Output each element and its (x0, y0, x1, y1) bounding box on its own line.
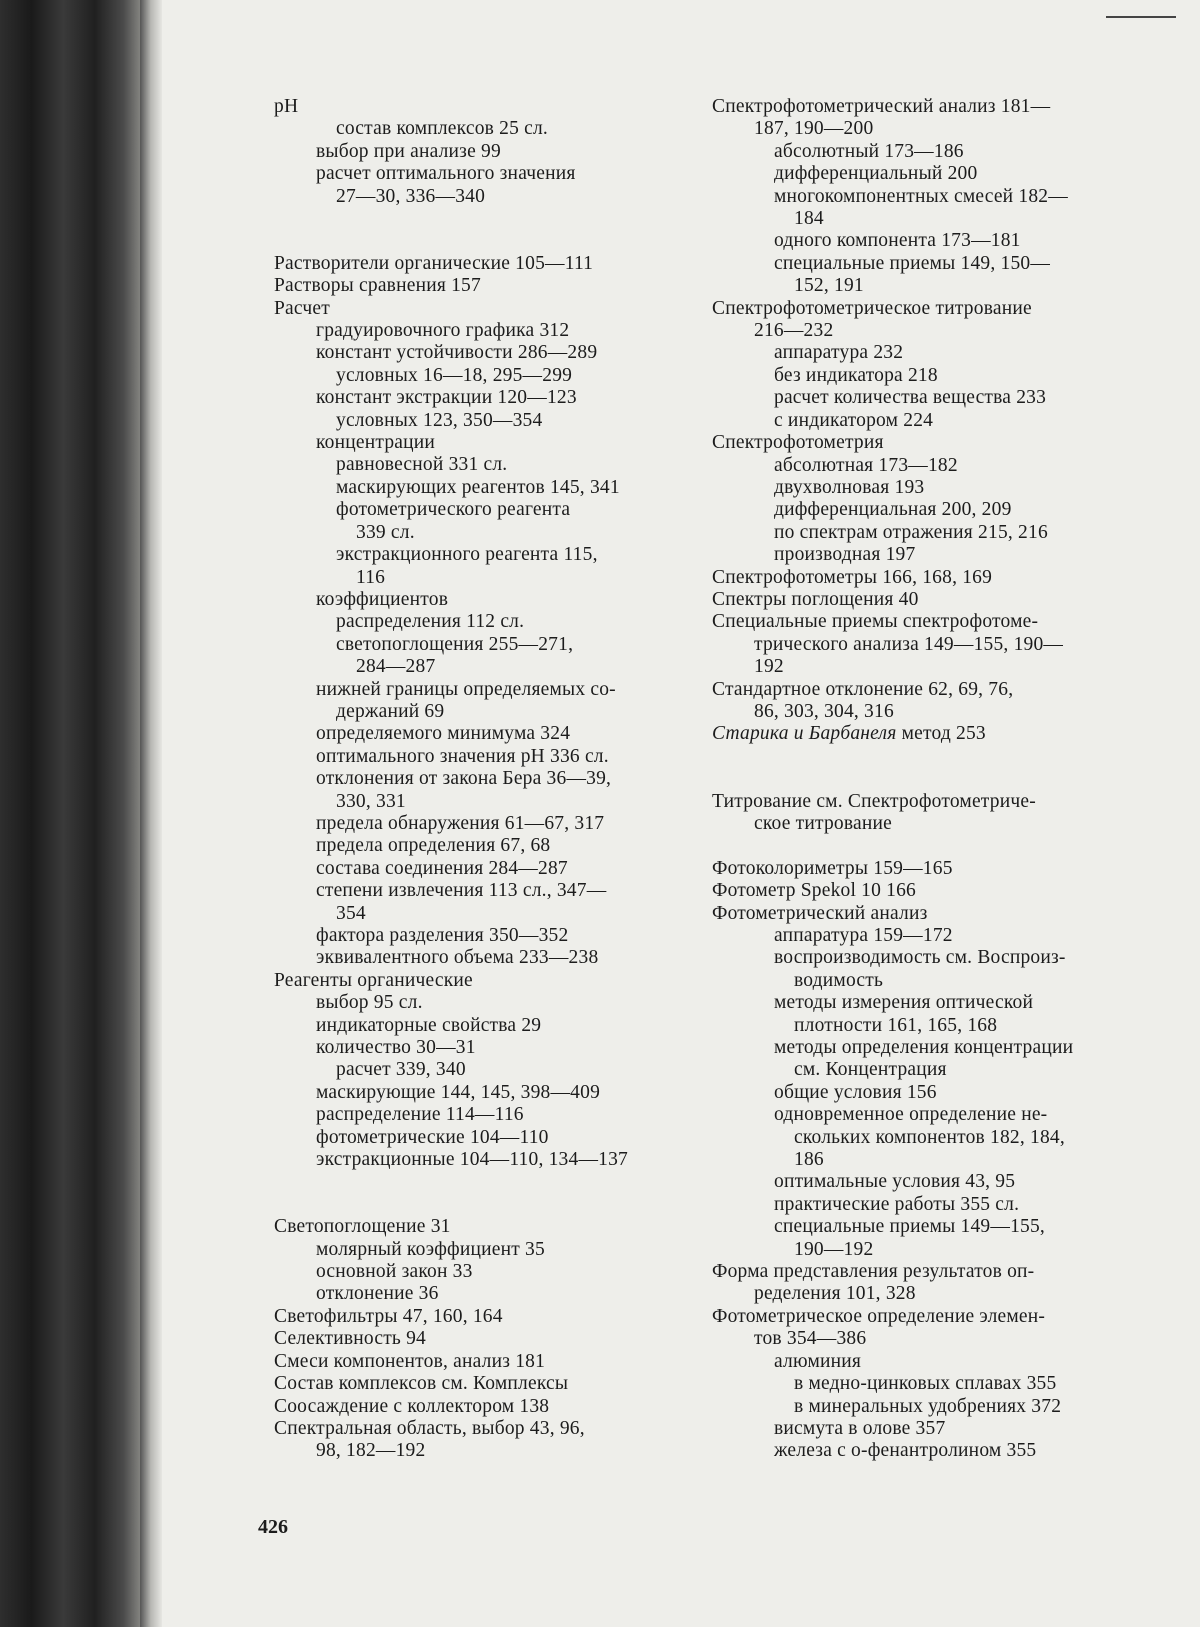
index-subentry: одновременное определение не- (774, 1104, 1048, 1126)
index-heading: Фотоколориметры 159—165 (712, 857, 953, 879)
index-heading: pH (274, 96, 299, 117)
index-subentry: распределения 112 сл. (336, 611, 525, 633)
index-gap (274, 230, 674, 252)
index-subentry: алюминия (774, 1350, 862, 1372)
index-subentry: железа с о-фенантролином 355 (774, 1440, 1037, 1462)
index-subentry: висмута в олове 357 (774, 1417, 946, 1439)
index-subentry: в минеральных удобрениях 372 (794, 1395, 1062, 1417)
index-heading: Селективность 94 (274, 1328, 426, 1350)
index-subentry: воспроизводимость см. Воспроиз- (774, 947, 1066, 969)
index-subentry: ределения 101, 328 (754, 1283, 916, 1305)
index-subentry: абсолютная 173—182 (774, 454, 958, 476)
page-gutter (140, 0, 162, 1627)
index-subentry: плотности 161, 165, 168 (794, 1014, 998, 1036)
index-heading: Спектрофотометры 166, 168, 169 (712, 566, 993, 588)
index-subentry: методы определения концентрации (774, 1037, 1074, 1059)
index-subentry: практические работы 355 сл. (774, 1193, 1020, 1215)
index-subentry: см. Концентрация (794, 1059, 947, 1081)
index-subentry: градуировочного графика 312 (316, 320, 570, 342)
index-subentry: расчет количества вещества 233 (774, 387, 1047, 409)
index-subentry: экстракционные 104—110, 134—137 (316, 1149, 629, 1171)
index-heading: Спектры поглощения 40 (712, 588, 919, 610)
index-gap (274, 1194, 674, 1216)
index-heading: Фотометрическое определение элемен- (712, 1305, 1046, 1327)
index-subentry: 187, 190—200 (754, 118, 874, 140)
index-gap (712, 835, 1152, 857)
index-heading: Спектрофотометрический анализ 181— (712, 96, 1051, 117)
index-subentry: 116 (356, 566, 386, 588)
index-subentry: двухволновая 193 (774, 476, 925, 498)
index-subentry: одного компонента 173—181 (774, 230, 1021, 252)
index-subentry: условных 123, 350—354 (336, 409, 543, 431)
index-heading (712, 723, 1152, 745)
index-subentry: 339 сл. (356, 521, 415, 543)
index-subentry: констант устойчивости 286—289 (316, 342, 598, 364)
index-column-left (274, 96, 674, 1463)
book-spine-shadow (0, 0, 158, 1627)
scan-mark (1106, 16, 1176, 18)
index-subentry: ское титрование (754, 812, 893, 834)
index-heading: Реагенты органические (274, 969, 473, 991)
index-subentry: 86, 303, 304, 316 (754, 700, 894, 722)
index-subentry: 190—192 (794, 1238, 874, 1260)
index-subentry: экстракционного реагента 115, (336, 544, 598, 566)
index-subentry: 216—232 (754, 320, 834, 342)
page-number: 426 (258, 1516, 288, 1538)
index-subentry: равновесной 331 сл. (336, 454, 508, 476)
index-subentry: 152, 191 (794, 275, 864, 297)
index-heading: Растворители органические 105—111 (274, 252, 594, 274)
index-subentry: условных 16—18, 295—299 (336, 364, 573, 386)
index-subentry: эквивалентного объема 233—238 (316, 947, 599, 969)
index-subentry: маскирующих реагентов 145, 341 (336, 476, 620, 498)
index-heading: Фотометр Spekol 10 166 (712, 880, 916, 902)
index-subentry: концентрации (316, 432, 436, 454)
index-heading: Расчет (274, 297, 330, 319)
index-subentry: тов 354—386 (754, 1328, 867, 1350)
index-subentry: специальные приемы 149, 150— (774, 252, 1051, 274)
index-heading: Соосаждение с коллектором 138 (274, 1395, 550, 1417)
index-subentry: оптимальные условия 43, 95 (774, 1171, 1016, 1193)
index-subentry: предела обнаружения 61—67, 317 (316, 812, 605, 834)
index-subentry: состав комплексов 25 сл. (336, 118, 548, 140)
index-subentry: 192 (754, 656, 784, 678)
index-heading: Титрование см. Спектрофотометриче- (712, 790, 1036, 812)
index-subentry: маскирующие 144, 145, 398—409 (316, 1081, 601, 1103)
index-subentry: отклонение 36 (316, 1283, 439, 1305)
index-subentry: водимость (794, 969, 884, 991)
index-subentry: фотометрического реагента (336, 499, 571, 521)
index-gap (274, 208, 674, 230)
index-author-names: Старика и Барбанеля (712, 723, 897, 745)
index-subentry: методы измерения оптической (774, 992, 1034, 1014)
index-subentry: держаний 69 (336, 700, 445, 722)
index-subentry: коэффициентов (316, 588, 449, 610)
index-subentry: 98, 182—192 (316, 1440, 426, 1462)
index-subentry: скольких компонентов 182, 184, (794, 1126, 1065, 1148)
index-heading: Форма представления результатов оп- (712, 1261, 1035, 1283)
index-subentry: молярный коэффициент 35 (316, 1238, 545, 1260)
index-subentry: расчет 339, 340 (336, 1059, 466, 1081)
index-heading: Спектрофотометрия (712, 432, 884, 454)
index-heading: Спектрофотометрическое титрование (712, 297, 1032, 319)
index-subentry: 330, 331 (336, 790, 406, 812)
index-subentry: по спектрам отражения 215, 216 (774, 521, 1048, 543)
index-subentry: отклонения от закона Бера 36—39, (316, 768, 612, 790)
index-subentry: выбор при анализе 99 (316, 140, 501, 162)
index-heading: Спектральная область, выбор 43, 96, (274, 1417, 585, 1439)
index-subentry: без индикатора 218 (774, 364, 938, 386)
index-subentry: трического анализа 149—155, 190— (754, 633, 1064, 655)
index-heading: Смеси компонентов, анализ 181 (274, 1350, 546, 1372)
index-heading: Фотометрический анализ (712, 902, 928, 924)
index-subentry: абсолютный 173—186 (774, 140, 964, 162)
index-subentry: светопоглощения 255—271, (336, 633, 574, 655)
index-subentry: состава соединения 284—287 (316, 857, 568, 879)
index-subentry: определяемого минимума 324 (316, 723, 571, 745)
index-subentry: степени извлечения 113 сл., 347— (316, 880, 607, 902)
index-subentry: в медно-цинковых сплавах 355 (794, 1373, 1057, 1395)
index-heading: Специальные приемы спектрофотоме- (712, 611, 1039, 633)
index-subentry: основной закон 33 (316, 1261, 473, 1283)
index-subentry: 184 (794, 208, 824, 230)
index-column-right (712, 96, 1152, 1463)
index-heading: Светопоглощение 31 (274, 1216, 451, 1238)
index-subentry: 27—30, 336—340 (336, 185, 486, 207)
index-subentry: фактора разделения 350—352 (316, 925, 569, 946)
index-subentry: фотометрические 104—110 (316, 1126, 549, 1148)
index-subentry: оптимального значения pH 336 сл. (316, 745, 609, 767)
index-heading: Растворы сравнения 157 (274, 275, 481, 297)
index-gap (712, 746, 1152, 768)
index-subentry: аппаратура 159—172 (774, 924, 953, 946)
index-subentry: нижней границы определяемых со- (316, 678, 616, 700)
index-subentry: выбор 95 сл. (316, 992, 423, 1014)
index-gap (712, 768, 1152, 790)
index-gap (274, 1171, 674, 1193)
index-subentry: специальные приемы 149—155, (774, 1216, 1046, 1238)
index-heading: Светофильтры 47, 160, 164 (274, 1305, 503, 1327)
index-subentry: дифференциальная 200, 209 (774, 499, 1012, 521)
index-subentry: многокомпонентных смесей 182— (774, 185, 1068, 207)
index-subentry: предела определения 67, 68 (316, 835, 551, 857)
index-subentry: общие условия 156 (774, 1081, 937, 1103)
index-subentry: аппаратура 232 (774, 342, 904, 364)
index-subentry: 186 (794, 1149, 824, 1171)
index-subentry: дифференциальный 200 (774, 163, 978, 185)
index-subentry: 284—287 (356, 656, 436, 678)
index-subentry: констант экстракции 120—123 (316, 387, 577, 409)
index-heading: Состав комплексов см. Комплексы (274, 1373, 569, 1395)
index-subentry: распределение 114—116 (316, 1104, 524, 1126)
index-subentry: индикаторные свойства 29 (316, 1014, 542, 1036)
index-entry-rest: метод 253 (896, 723, 986, 745)
index-subentry: с индикатором 224 (774, 409, 934, 431)
index-subentry: количество 30—31 (316, 1037, 476, 1059)
index-subentry: расчет оптимального значения (316, 163, 576, 185)
index-subentry: производная 197 (774, 544, 916, 566)
index-subentry: 354 (336, 902, 366, 924)
index-heading: Стандартное отклонение 62, 69, 76, (712, 678, 1014, 700)
